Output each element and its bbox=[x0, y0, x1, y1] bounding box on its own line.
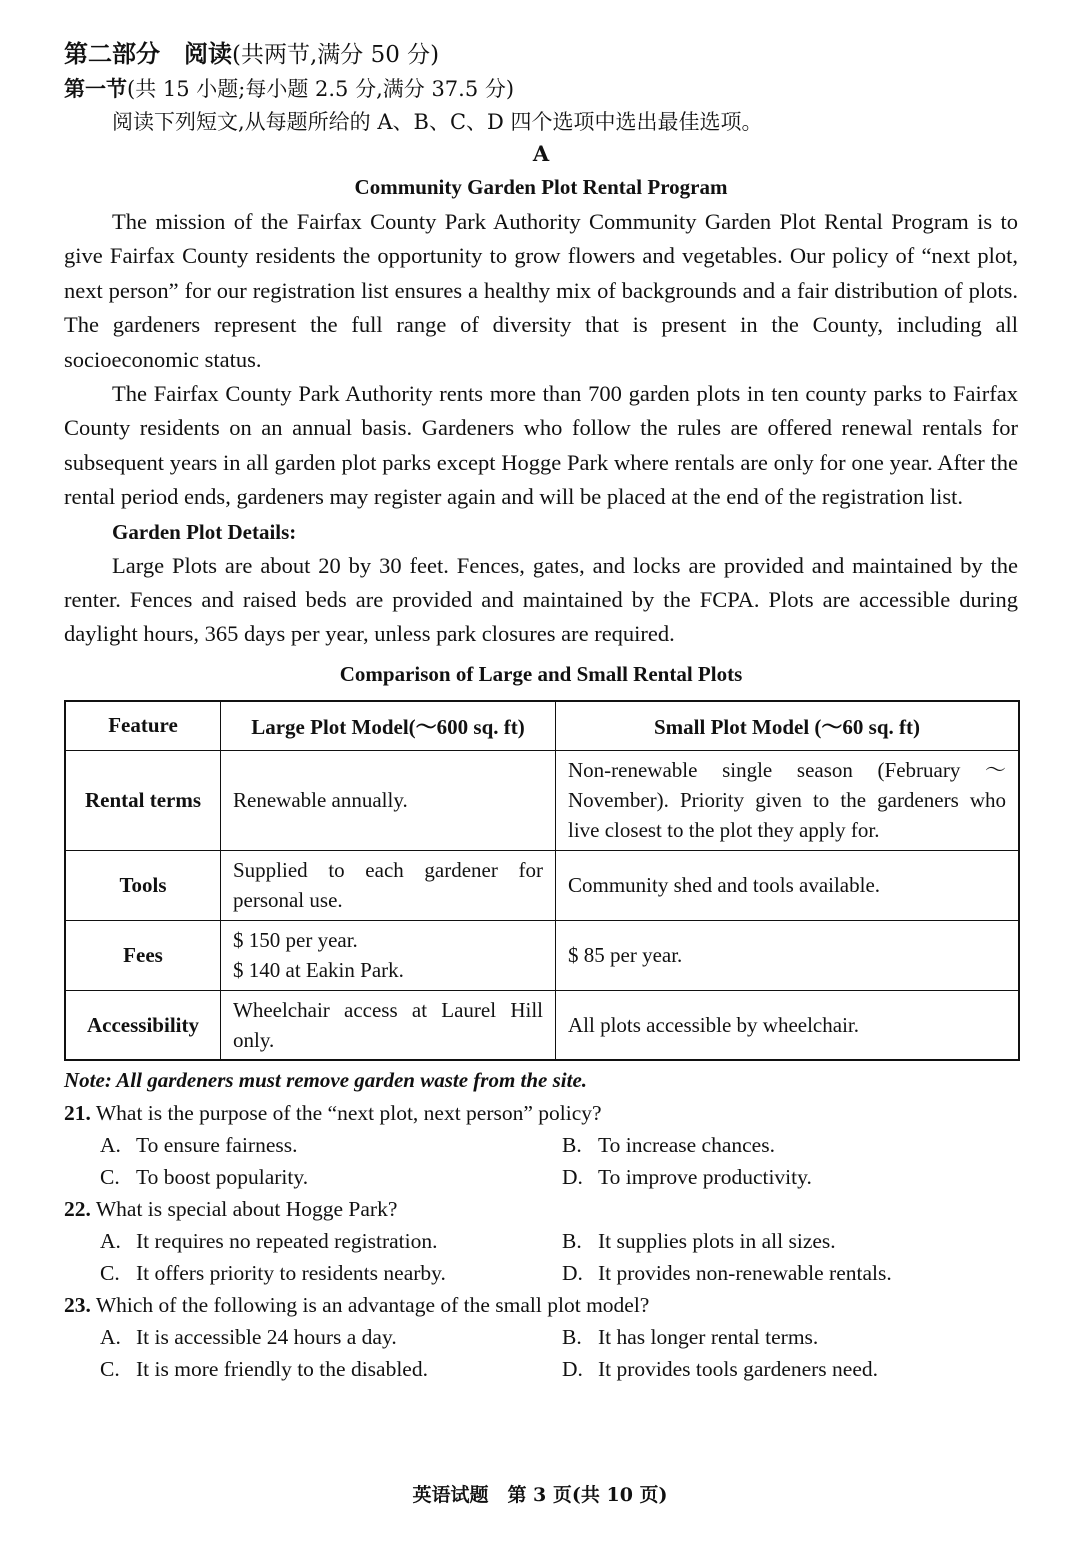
option-a[interactable]: A. It is accessible 24 hours a day. bbox=[100, 1325, 397, 1350]
table-row bbox=[65, 990, 1019, 1060]
option-d[interactable]: D. It provides tools gardeners need. bbox=[562, 1357, 879, 1382]
row-small: All plots accessible by wheelchair. bbox=[556, 990, 1020, 1060]
page-footer: 英语试题 第 3 页(共 10 页) bbox=[412, 1484, 668, 1506]
header-feature: Feature bbox=[65, 701, 221, 751]
details-paragraph: Large Plots are about 20 by 30 feet. Fences, gates, and locks are provided and maintained by the renter. Fences and raised beds are provided and maintained by the FCPA. Plots are accessible during daylight hours, 365 days per year, unless park closures are required. bbox=[64, 552, 1018, 647]
row-feature: Tools bbox=[65, 850, 221, 920]
row-large: Renewable annually. bbox=[221, 750, 556, 850]
part-title: 第二部分 阅读 bbox=[64, 39, 232, 68]
passage-paragraph-1: The mission of the Fairfax County Park Authority Community Garden Plot Rental Program is to give Fairfax County residents the opportunity to grow flowers and vegetables. Our policy of “next plot, next person” for our registration list ensures a healthy mix of backgrounds and a fair distribution of plots. The gardeners represent the full range of diversity that is present in the County, including all socioeconomic status. bbox=[64, 209, 1018, 372]
question-text: Which of the following is an advantage of the small plot model? bbox=[95, 1293, 650, 1318]
question-number: 22. bbox=[64, 1197, 91, 1222]
passage-paragraph-2: The Fairfax County Park Authority rents more than 700 garden plots in ten county parks to Fairfax County residents on an annual basis. Gardeners who follow the rules are offered renewal rentals for subsequent years in all garden plot parks except Hogge Park where rentals are only for one year. After the rental period ends, gardeners may register again and will be placed at the end of the registration list. bbox=[64, 381, 1018, 510]
row-large bbox=[221, 920, 556, 990]
option-a[interactable]: A. It requires no repeated registration. bbox=[100, 1229, 438, 1254]
option-a[interactable]: A. To ensure fairness. bbox=[100, 1133, 298, 1158]
row-large: Wheelchair access at Laurel Hill only. bbox=[221, 990, 556, 1060]
row-large: Supplied to each gardener for personal use. bbox=[221, 850, 556, 920]
comparison-table bbox=[64, 700, 1020, 1062]
header-small: Small Plot Model (～60 sq. ft) bbox=[556, 701, 1020, 751]
question-number: 21. bbox=[64, 1101, 91, 1126]
row-small: Non-renewable single season (February ～ November). Priority given to the gardeners who live closest to the plot they apply for. bbox=[556, 750, 1020, 850]
details-heading: Garden Plot Details: bbox=[112, 519, 297, 544]
table-header-row bbox=[65, 701, 1019, 751]
question-number: 23. bbox=[64, 1293, 91, 1318]
table-row bbox=[65, 850, 1019, 920]
question-22 bbox=[64, 1193, 1018, 1289]
passage-letter: A bbox=[532, 141, 550, 166]
question-21 bbox=[64, 1097, 1018, 1193]
table-title: Comparison of Large and Small Rental Plots bbox=[339, 661, 743, 686]
passage-title: Community Garden Plot Rental Program bbox=[354, 175, 728, 199]
option-c[interactable]: C. To boost popularity. bbox=[100, 1165, 309, 1190]
instruction: 阅读下列短文,从每题所给的 A、B、C、D 四个选项中选出最佳选项。 bbox=[112, 110, 763, 134]
question-text: What is the purpose of the “next plot, next person” policy? bbox=[95, 1101, 602, 1126]
question-text: What is special about Hogge Park? bbox=[95, 1197, 398, 1222]
option-d[interactable]: D. It provides non-renewable rentals. bbox=[562, 1261, 892, 1286]
part-note: (共两节,满分 50 分) bbox=[232, 42, 440, 68]
option-c[interactable]: C. It offers priority to residents nearby. bbox=[100, 1261, 446, 1286]
question-23 bbox=[64, 1289, 1018, 1385]
exam-page bbox=[64, 36, 1018, 1385]
row-small: Community shed and tools available. bbox=[556, 850, 1020, 920]
option-b[interactable]: B. It supplies plots in all sizes. bbox=[562, 1229, 836, 1254]
row-feature: Rental terms bbox=[65, 750, 221, 850]
fee-line-1: $ 150 per year. bbox=[233, 928, 358, 953]
option-b[interactable]: B. To increase chances. bbox=[562, 1133, 775, 1158]
option-c[interactable]: C. It is more friendly to the disabled. bbox=[100, 1357, 428, 1382]
table-row bbox=[65, 750, 1019, 850]
table-note: Note: All gardeners must remove garden waste from the site. bbox=[64, 1068, 588, 1093]
row-small: $ 85 per year. bbox=[556, 920, 1020, 990]
part-heading bbox=[64, 36, 1018, 73]
option-d[interactable]: D. To improve productivity. bbox=[562, 1165, 812, 1190]
table-row bbox=[65, 920, 1019, 990]
section-note: (共 15 小题;每小题 2.5 分,满分 37.5 分) bbox=[127, 77, 515, 101]
row-feature: Accessibility bbox=[65, 990, 221, 1060]
fee-line-2: $ 140 at Eakin Park. bbox=[233, 958, 404, 983]
section-title: 第一节 bbox=[64, 76, 127, 101]
row-feature: Fees bbox=[65, 920, 221, 990]
section-heading bbox=[64, 73, 1018, 105]
header-large: Large Plot Model(～600 sq. ft) bbox=[221, 701, 556, 751]
option-b[interactable]: B. It has longer rental terms. bbox=[562, 1325, 819, 1350]
